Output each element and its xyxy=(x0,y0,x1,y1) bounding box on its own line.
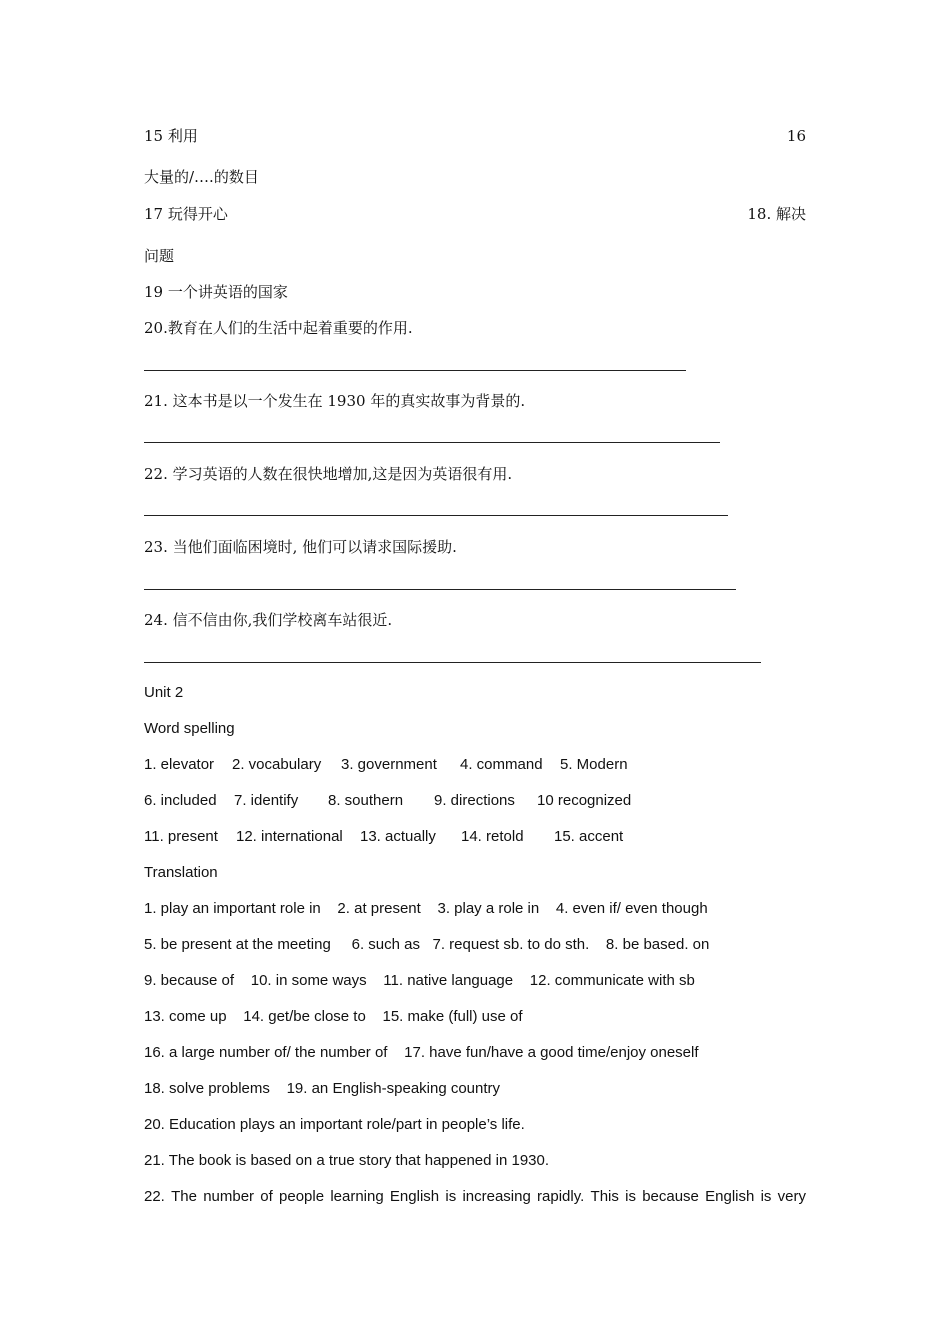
word-spelling-row-3 xyxy=(144,827,623,847)
ws-item: 8. southern xyxy=(328,792,404,809)
word-spelling-row-2 xyxy=(144,791,631,811)
ws-item: 7. identify xyxy=(234,792,299,809)
word: is xyxy=(445,1188,457,1205)
word: 22. xyxy=(144,1188,165,1205)
answer-blank-21 xyxy=(144,442,720,443)
word: very xyxy=(777,1188,806,1205)
translation-line-9 xyxy=(144,1187,806,1207)
translation-heading: Translation xyxy=(144,864,218,881)
item-18: 18. 解决 xyxy=(747,205,806,223)
unit-heading: Unit 2 xyxy=(144,684,184,701)
sentence-20: 20.教育在人们的生活中起着重要的作用. xyxy=(144,319,413,337)
item-18-continued: 问题 xyxy=(144,247,175,265)
word: learning xyxy=(330,1188,384,1205)
item-16: 16 xyxy=(786,127,806,145)
sentence-22: 22. 学习英语的人数在很快地增加,这是因为英语很有用. xyxy=(144,465,513,483)
word: The xyxy=(171,1188,197,1205)
item-19: 19 一个讲英语的国家 xyxy=(144,283,288,301)
translation-line-3: 9. because of 10. in some ways 11. native language 12. communicate with sb xyxy=(144,972,695,989)
word: This xyxy=(590,1188,619,1205)
answer-blank-23 xyxy=(144,589,736,590)
word-spelling-row-1 xyxy=(144,755,628,775)
answer-blank-22 xyxy=(144,515,728,516)
sentence-23: 23. 当他们面临困境时, 他们可以请求国际援助. xyxy=(144,538,457,556)
item-15: 15 利用 xyxy=(144,127,198,145)
word: increasing xyxy=(462,1188,531,1205)
translation-line-5: 16. a large number of/ the number of 17. have fun/have a good time/enjoy oneself xyxy=(144,1044,699,1061)
ws-item: 5. Modern xyxy=(560,756,628,773)
word: English xyxy=(389,1188,440,1205)
ws-item: 13. actually xyxy=(360,828,436,845)
ws-item: 3. government xyxy=(341,756,437,773)
translation-line-4: 13. come up 14. get/be close to 15. make (full) use of xyxy=(144,1008,523,1025)
ws-item: 12. international xyxy=(236,828,343,845)
ws-item: 4. command xyxy=(460,756,543,773)
ws-item: 11. present xyxy=(144,828,218,845)
word: number xyxy=(203,1188,255,1205)
word: rapidly. xyxy=(537,1188,585,1205)
sentence-21: 21. 这本书是以一个发生在 1930 年的真实故事为背景的. xyxy=(144,392,526,410)
word: of xyxy=(260,1188,273,1205)
ws-item: 10 recognized xyxy=(537,792,632,809)
sentence-24: 24. 信不信由你,我们学校离车站很近. xyxy=(144,611,393,629)
ws-item: 1. elevator xyxy=(144,756,215,773)
line-17-18 xyxy=(144,204,806,224)
item-15-continued: 大量的/….的数目 xyxy=(144,168,259,186)
word: is xyxy=(760,1188,772,1205)
answer-blank-20 xyxy=(144,370,686,371)
ws-item: 15. accent xyxy=(554,828,624,845)
ws-item: 2. vocabulary xyxy=(232,756,322,773)
line-15-16 xyxy=(144,126,806,146)
ws-item: 14. retold xyxy=(461,828,524,845)
ws-item: 6. included xyxy=(144,792,217,809)
word: English xyxy=(705,1188,755,1205)
item-17: 17 玩得开心 xyxy=(144,205,228,223)
word: is xyxy=(625,1188,636,1205)
ws-item: 9. directions xyxy=(434,792,515,809)
translation-line-8: 21. The book is based on a true story that happened in 1930. xyxy=(144,1152,550,1169)
word: people xyxy=(279,1188,325,1205)
translation-line-1: 1. play an important role in 2. at present 3. play a role in 4. even if/ even though xyxy=(144,900,708,917)
translation-line-6: 18. solve problems 19. an English-speaking country xyxy=(144,1080,501,1097)
answer-blank-24 xyxy=(144,662,761,663)
translation-line-2: 5. be present at the meeting 6. such as 7. request sb. to do sth. 8. be based. on xyxy=(144,936,710,953)
translation-line-7: 20. Education plays an important role/part in people’s life. xyxy=(144,1116,525,1133)
word: because xyxy=(642,1188,699,1205)
word-spelling-heading: Word spelling xyxy=(144,720,235,737)
